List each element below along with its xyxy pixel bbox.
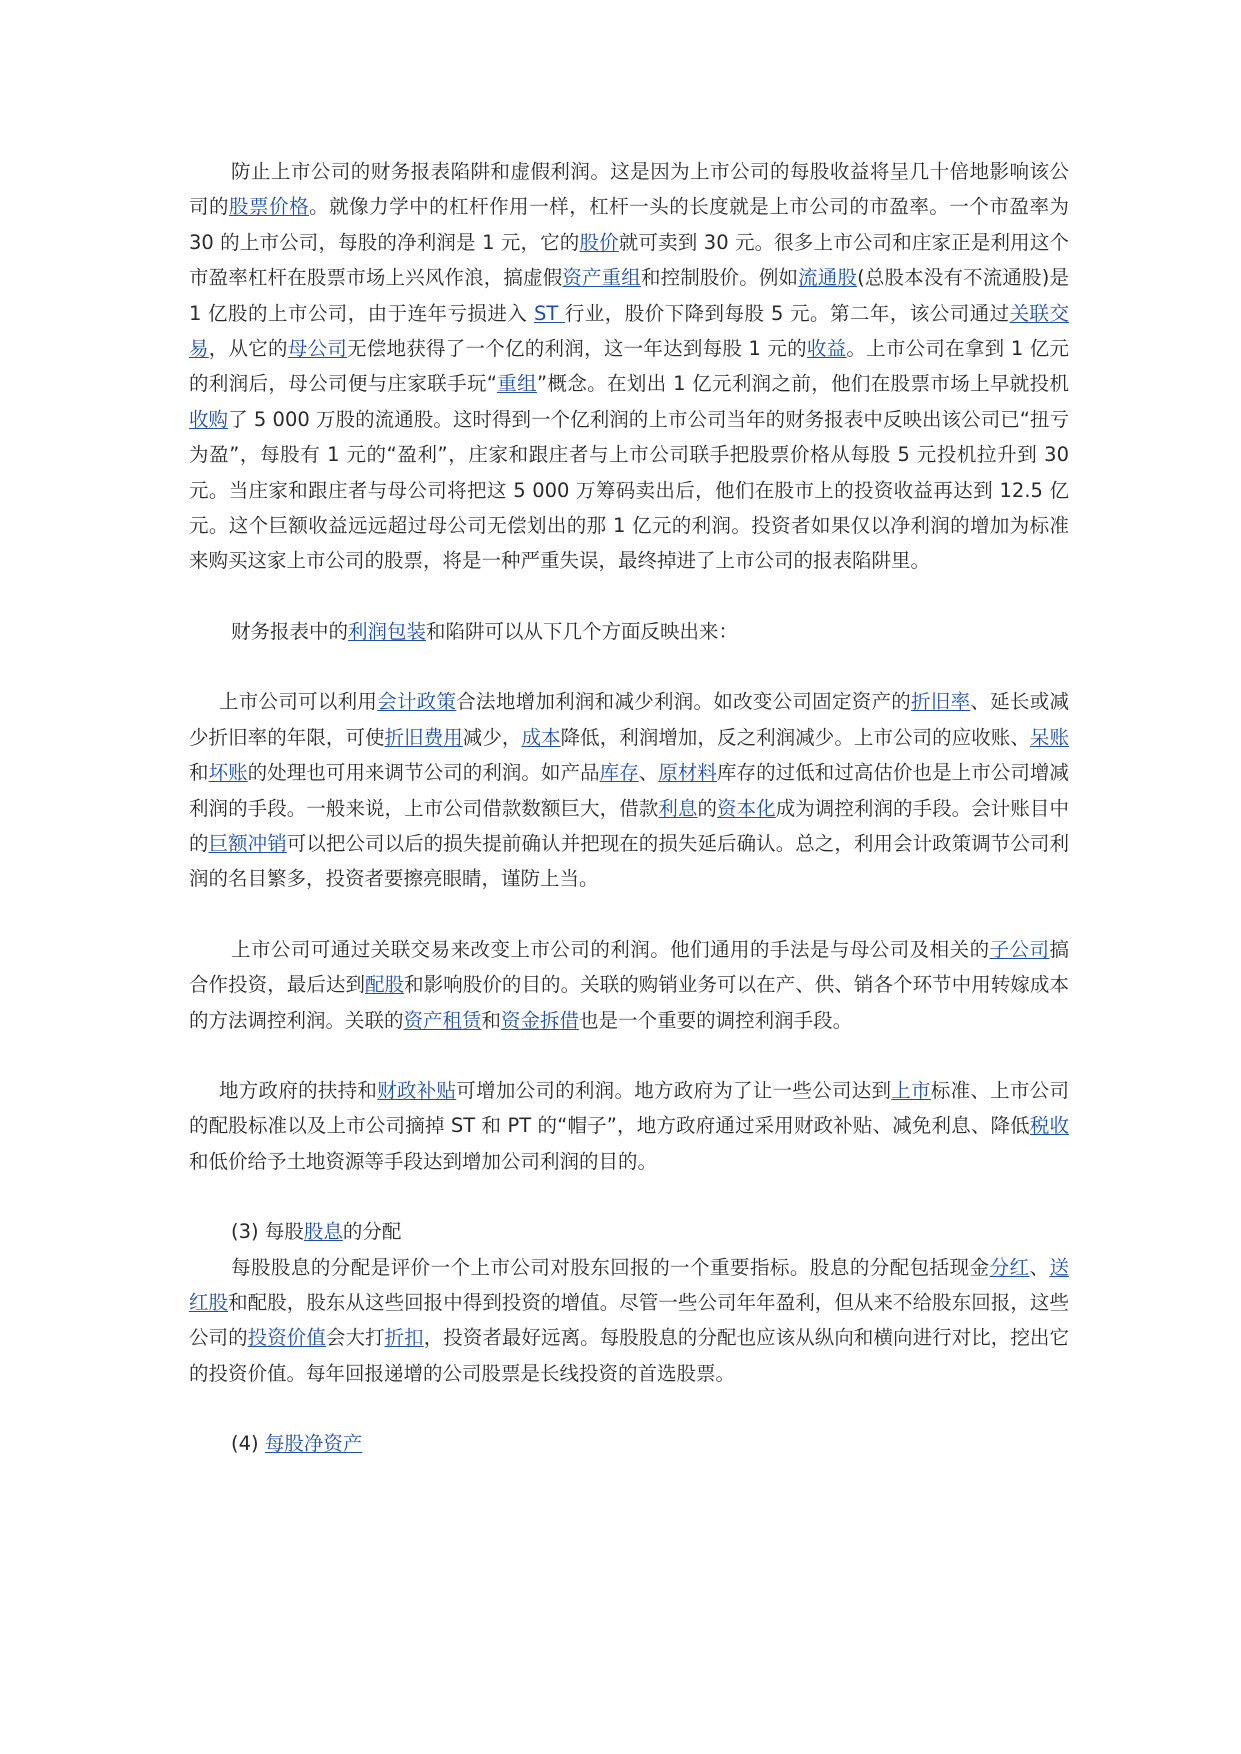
inline-link[interactable]: 流通股 (798, 266, 858, 290)
inline-link[interactable]: 收益 (806, 337, 847, 361)
paragraph-text: 、 (638, 761, 659, 785)
inline-link[interactable]: 会计政策 (377, 690, 457, 714)
paragraph-text: 标准、上市公司的配股标准以及上市公司摘掉 ST 和 PT 的“帽子”，地方政府通过采用财政补贴、减免利息、降低 (189, 1078, 1069, 1138)
paragraph-text: 地方政府的扶持和 (219, 1078, 378, 1102)
paragraph-text: 和 (481, 1008, 502, 1032)
inline-link[interactable]: 资产租赁 (403, 1008, 482, 1032)
paragraph-text: 无偿地获得了一个亿的利润，这一年达到每股 1 元的 (347, 337, 807, 361)
paragraph-text: 的分配 (342, 1220, 402, 1244)
inline-link[interactable]: 资金拆借 (501, 1008, 580, 1032)
inline-link[interactable]: 巨额冲销 (208, 831, 287, 855)
paragraph-text: 。上市公司在拿到 1 亿元的利润后，母公司便与庄家联手玩“ (189, 337, 1069, 396)
inline-link[interactable]: 折旧费用 (384, 725, 463, 749)
inline-link[interactable]: 资本化 (717, 796, 776, 820)
paragraph-text: 、 (1029, 1255, 1050, 1279)
paragraph-6 (189, 1250, 1069, 1392)
paragraph-text: ，从它的 (208, 337, 288, 361)
inline-link[interactable]: 呆账 (1029, 725, 1069, 749)
paragraph-text: (4) (231, 1432, 265, 1456)
inline-link[interactable]: 原材料 (658, 761, 717, 785)
paragraph-text: 了 5 000 万股的流通股。这时得到一个亿利润的上市公司当年的财务报表中反映出该公司已“扭亏为盈”，每股有 1 元的“盈利”，庄家和跟庄者与上市公司联手把股票价格从每股 5 元投机拉升到 30 元。当庄家和跟庄者与母公司将把这 5 000 万筹码卖出后，他们在股市上的投资收益再达到 12.5 亿元。这个巨额收益远远超过母公司无偿划出的那 1 亿元的利润。投资者如果仅以净利润的增加为标准来购买这家上市公司的股票，将是一种严重失误，最终掉进了上市公司的报表陷阱里。 (189, 407, 1069, 573)
paragraph-text: 成为调控利润的手段。会计账目中的 (189, 796, 1069, 855)
paragraph-5 (189, 1073, 1069, 1179)
inline-link[interactable]: 分红 (989, 1255, 1030, 1279)
paragraph-text: (总股本没有不流通股)是 1 亿股的上市公司，由于连年亏损进入 (189, 266, 1069, 325)
paragraph-3 (189, 684, 1069, 896)
inline-link[interactable]: 股息 (303, 1220, 343, 1244)
paragraph-2 (189, 614, 1069, 649)
paragraph-text: 防止上市公司的财务报表陷阱和虚假利润。这是因为上市公司的每股收益将呈几十倍地影响该公司的 (189, 160, 1069, 219)
section-heading-4 (189, 1426, 1069, 1461)
paragraph-text: 上市公司可通过关联交易来改变上市公司的利润。他们通用的手法是与母公司及相关的 (231, 937, 990, 961)
paragraph-text: 的 (697, 796, 718, 820)
paragraph-1 (189, 154, 1069, 579)
inline-link[interactable]: 重组 (496, 372, 538, 396)
inline-link[interactable]: 送红股 (189, 1255, 1069, 1314)
paragraph-text: 降低，利润增加，反之利润减少。上市公司的应收账、 (560, 725, 1030, 749)
inline-link[interactable]: 资产重组 (562, 266, 641, 290)
paragraph-text: 的处理也可用来调节公司的利润。如产品 (247, 761, 600, 785)
paragraph-text: 上市公司可以利用 (219, 690, 378, 714)
paragraph-text: 可以把公司以后的损失提前确认并把现在的损失延后确认。总之，利用会计政策调节公司利润的名目繁多，投资者要擦亮眼睛，谨防上当。 (189, 831, 1069, 891)
inline-link[interactable]: 折旧率 (911, 690, 971, 714)
paragraph-text: (3) 每股 (231, 1220, 304, 1244)
inline-link[interactable]: 股票价格 (229, 195, 310, 219)
inline-link[interactable]: 股价 (579, 230, 619, 254)
paragraph-4 (189, 932, 1069, 1038)
paragraph-text: 就可卖到 30 元。很多上市公司和庄家正是利用这个市盈率杠杆在股票市场上兴风作浪，搞虚假 (189, 230, 1069, 290)
inline-link[interactable]: 关联交易 (189, 301, 1069, 361)
section-heading-3 (189, 1214, 1069, 1249)
paragraph-text: 和陷阱可以从下几个方面反映出来： (426, 619, 739, 643)
inline-link[interactable]: 坏账 (208, 761, 248, 785)
paragraph-text: 和控制股价。例如 (640, 266, 799, 290)
paragraph-text: 和影响股价的目的。关联的购销业务可以在产、供、销各个环节中用转嫁成本的方法调控利润。关联的 (189, 973, 1069, 1032)
paragraph-text: 可增加公司的利润。地方政府为了让一些公司达到 (456, 1078, 892, 1102)
inline-link[interactable]: 折扣 (384, 1326, 424, 1350)
paragraph-text: ，投资者最好远离。每股股息的分配也应该从纵向和横向进行对比，挖出它的投资价值。每年回报递增的公司股票是长线投资的首选股票。 (189, 1326, 1069, 1385)
paragraph-text: 和配股，股东从这些回报中得到投资的增值。尽管一些公司年年盈利，但从来不给股东回报，这些公司的 (189, 1290, 1069, 1350)
inline-link[interactable]: 每股净资产 (264, 1432, 363, 1456)
inline-link[interactable]: ST (533, 301, 565, 325)
inline-link[interactable]: 财政补贴 (377, 1078, 457, 1102)
paragraph-text: 合法地增加利润和减少利润。如改变公司固定资产的 (456, 690, 912, 714)
paragraph-text: 也是一个重要的调控利润手段。 (579, 1008, 853, 1032)
inline-link[interactable]: 子公司 (989, 937, 1050, 961)
inline-link[interactable]: 库存 (599, 761, 639, 785)
paragraph-text: 会大打 (325, 1326, 385, 1350)
paragraph-text: 财务报表中的 (231, 619, 349, 643)
paragraph-text: 行业，股价下降到每股 5 元。第二年，该公司通过 (564, 301, 1010, 325)
inline-link[interactable]: 母公司 (287, 337, 348, 361)
paragraph-text: 。就像力学中的杠杆作用一样，杠杆一头的长度就是上市公司的市盈率。一个市盈率为 30 的上市公司，每股的净利润是 1 元，它的 (189, 195, 1069, 254)
inline-link[interactable]: 成本 (521, 725, 561, 749)
paragraph-text: 搞合作投资，最后达到 (189, 937, 1069, 997)
paragraph-text: 和 (189, 761, 209, 785)
inline-link[interactable]: 配股 (365, 973, 405, 997)
paragraph-text: ”概念。在划出 1 亿元利润之前，他们在股票市场上早就投机 (537, 372, 1070, 396)
inline-link[interactable]: 利息 (658, 796, 698, 820)
inline-link[interactable]: 税收 (1029, 1114, 1069, 1138)
paragraph-text: 、延长或减少折旧率的年限，可使 (189, 690, 1069, 749)
document-body (189, 154, 1069, 1462)
paragraph-text: 减少， (462, 725, 522, 749)
inline-link[interactable]: 上市 (891, 1078, 931, 1102)
paragraph-text: 每股股息的分配是评价一个上市公司对股东回报的一个重要指标。股息的分配包括现金 (231, 1255, 990, 1279)
paragraph-text: 库存的过低和过高估价也是上市公司增减利润的手段。一般来说，上市公司借款数额巨大，借款 (189, 761, 1069, 820)
inline-link[interactable]: 投资价值 (247, 1326, 326, 1350)
inline-link[interactable]: 收购 (189, 407, 229, 431)
paragraph-text: 和低价给予土地资源等手段达到增加公司利润的目的。 (189, 1149, 658, 1173)
inline-link[interactable]: 利润包装 (348, 619, 427, 643)
